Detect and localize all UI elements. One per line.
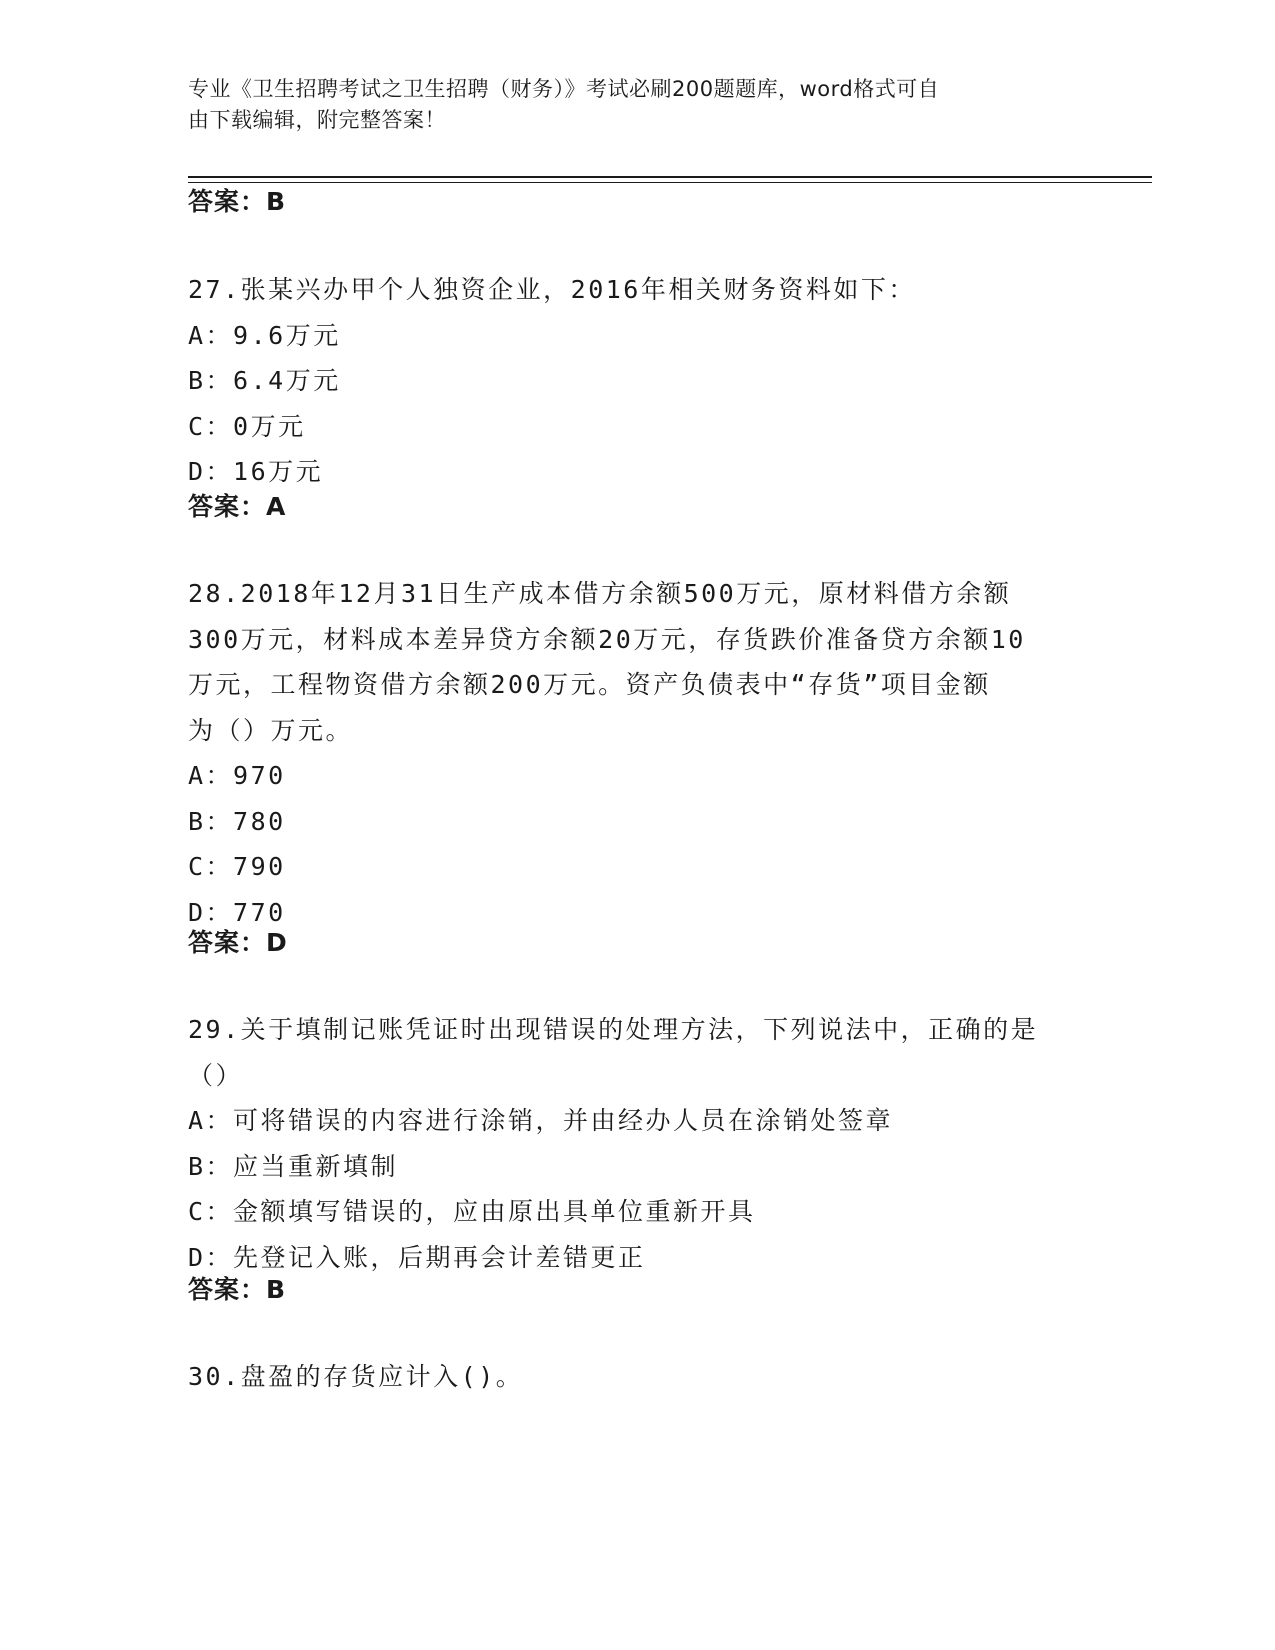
answer-27: 答案：A: [188, 492, 287, 521]
question-28-option-b: B：780: [188, 806, 286, 836]
question-28-option-c: C：790: [188, 852, 286, 881]
question-27-option-b: B：6.4万元: [188, 366, 341, 395]
question-28-text-line-3: 万元，工程物资借方余额200万元。资产负债表中“存货”项目金额: [188, 670, 991, 699]
question-28-text-line-2: 300万元，材料成本差异贷方余额20万元，存货跌价准备贷方余额10: [188, 624, 1026, 654]
document-header: [188, 74, 1068, 136]
header-line-2: 由下载编辑，附完整答案！: [188, 108, 446, 132]
question-29-text-line-2: （）: [188, 1060, 244, 1090]
question-28-option-d: D：770: [188, 897, 286, 927]
header-divider-thick: [188, 176, 1152, 178]
question-27-option-a: A：9.6万元: [188, 320, 341, 350]
question-29-option-b: B：应当重新填制: [188, 1151, 399, 1181]
answer-29: 答案：B: [188, 1275, 287, 1304]
question-29-option-c: C：金额填写错误的，应由原出具单位重新开具: [188, 1197, 756, 1226]
question-28-text-line-1: 28.2018年12月31日生产成本借方余额500万元，原材料借方余额: [188, 579, 1012, 608]
question-27-option-d: D：16万元: [188, 457, 324, 486]
question-28: [188, 571, 1088, 935]
question-28-text-line-4: 为（）万元。: [188, 715, 354, 745]
question-29-text-line-1: 29.关于填制记账凭证时出现错误的处理方法，下列说法中，正确的是: [188, 1015, 1039, 1044]
question-29: [188, 1007, 1088, 1280]
question-30: [188, 1354, 1088, 1400]
header-divider-thin: [188, 182, 1152, 183]
header-line-1: 专业《卫生招聘考试之卫生招聘（财务）》考试必刷200题题库，word格式可自: [188, 77, 940, 101]
question-30-text: 30.盘盈的存货应计入()。: [188, 1362, 524, 1391]
question-28-option-a: A：970: [188, 761, 286, 790]
question-27-option-c: C：0万元: [188, 411, 306, 441]
question-27: [188, 267, 1088, 495]
question-27-text: 27.张某兴办甲个人独资企业，2016年相关财务资料如下：: [188, 275, 916, 304]
question-29-option-d: D：先登记入账，后期再会计差错更正: [188, 1242, 646, 1272]
question-29-option-a: A：可将错误的内容进行涂销，并由经办人员在涂销处签章: [188, 1106, 894, 1135]
answer-26: 答案：B: [188, 187, 287, 216]
answer-28: 答案：D: [188, 928, 288, 957]
